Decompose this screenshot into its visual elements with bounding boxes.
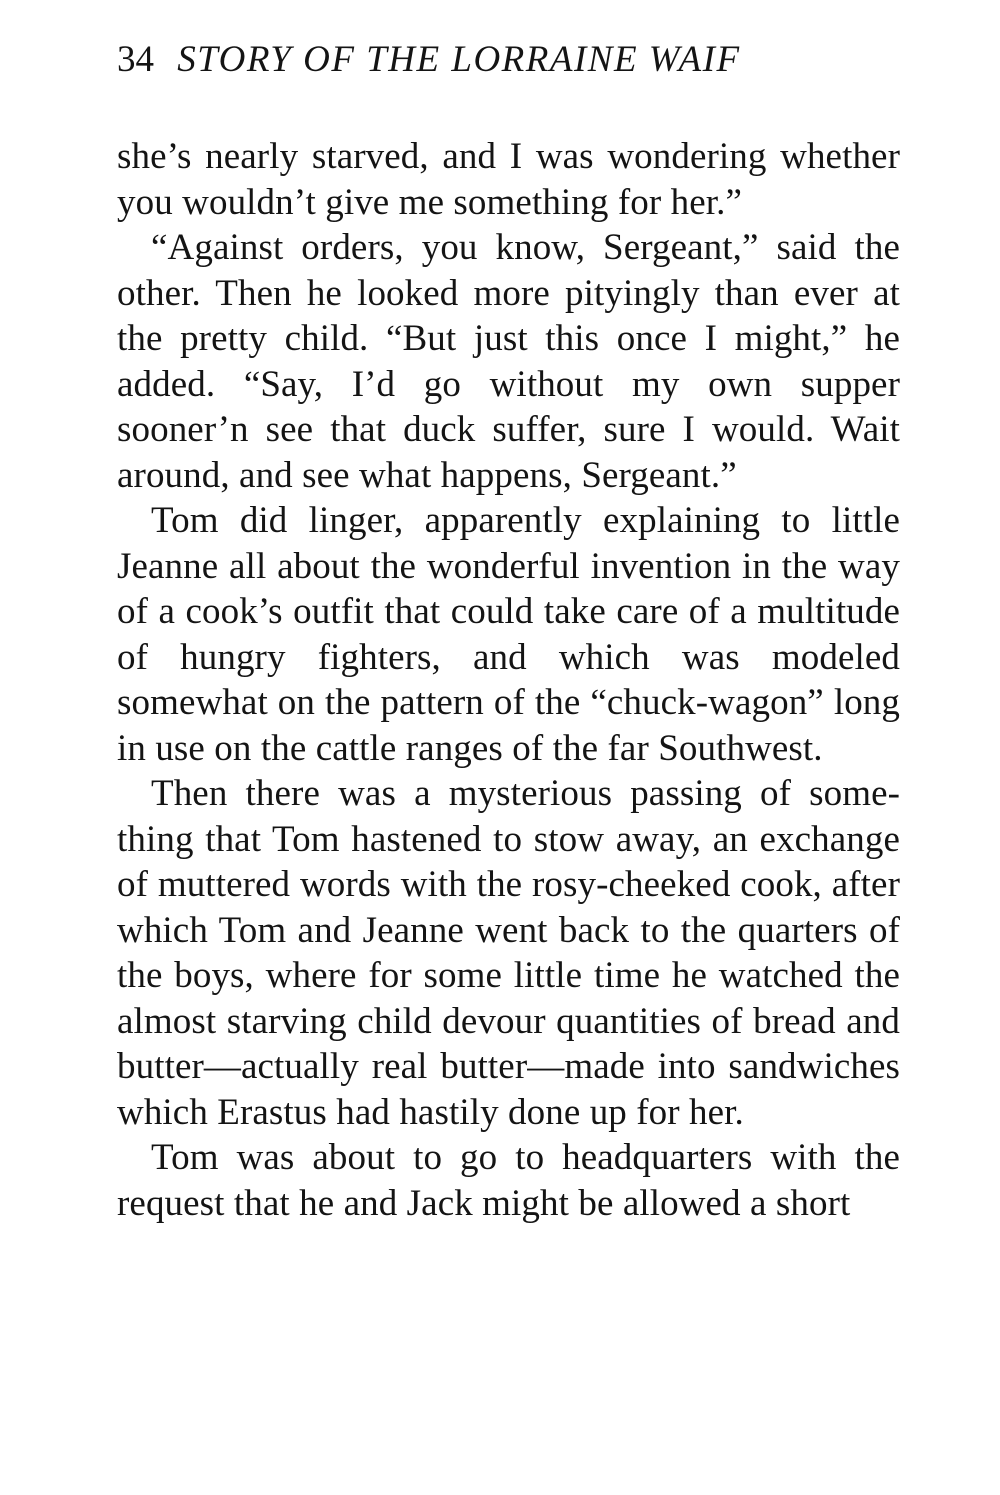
paragraph: “Against orders, you know, Sergeant,” said the other. Then he looked more pityingly than ever at the pretty child. “But just this once I might,” he added. “Say, I’d go without my own supper sooner’n see that duck suffer, sure I would. Wait around, and see what happens, Sergeant.” bbox=[117, 227, 900, 496]
body-text bbox=[117, 134, 900, 1226]
paragraph: Tom did linger, apparently explaining to little Jeanne all about the wonderful invention in the way of a cook’s outfit that could take care of a multitude of hungry fighters, and which was modeled somewhat on the pattern of the “chuck-wagon” long in use on the cattle ranges of the far Southwest. bbox=[117, 500, 900, 769]
paragraph-continued: she’s nearly starved, and I was wondering whether you wouldn’t give me something for her.” bbox=[117, 136, 900, 223]
page-number: 34 bbox=[117, 39, 154, 80]
running-head bbox=[117, 38, 900, 82]
paragraph: Tom was about to go to headquarters with the request that he and Jack might be allowed a short bbox=[117, 1137, 900, 1224]
book-title: STORY OF THE LORRAINE WAIF bbox=[177, 39, 741, 80]
book-page bbox=[117, 38, 900, 1226]
paragraph: Then there was a mysterious passing of something that Tom hastened to stow away, an exchange of muttered words with the rosy-cheeked cook, after which Tom and Jeanne went back to the quarters of the boys, where for some little time he watched the almost starving child devour quantities of bread and butter—actually real butter—made into sandwiches which Erastus had hastily done up for her. bbox=[117, 773, 900, 1133]
